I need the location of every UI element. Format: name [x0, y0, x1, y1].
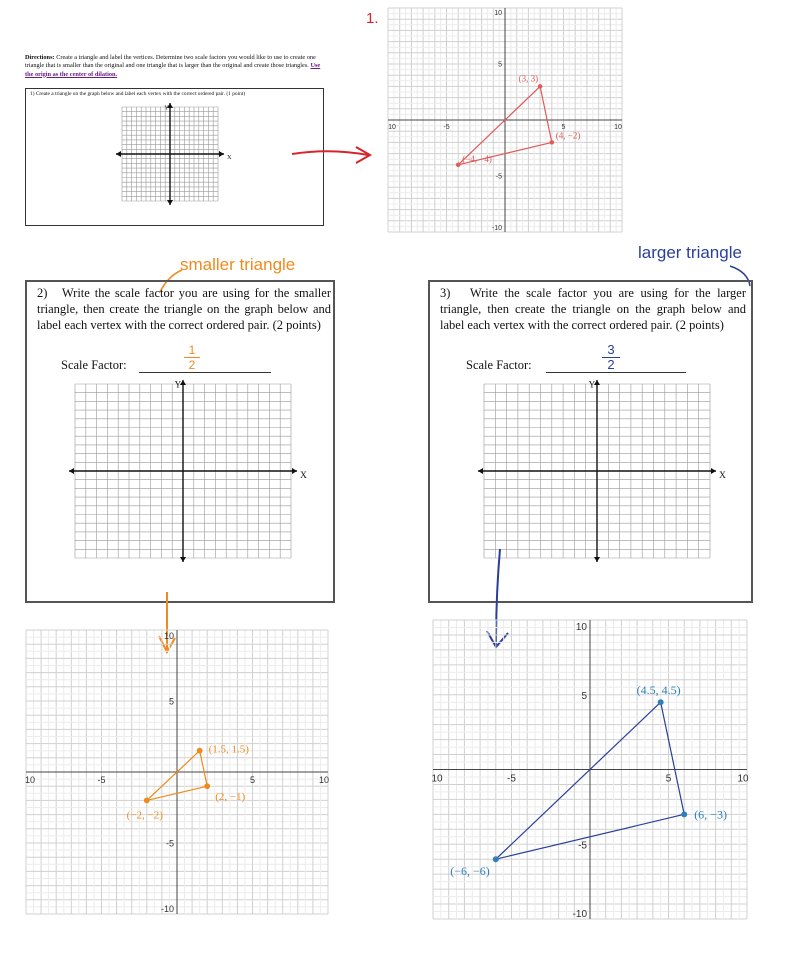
- vertex-point: [204, 783, 210, 789]
- question-3-body: Write the scale factor you are using for the larger triangle, then create the triangle on the graph below and label each vertex with the correct ordered pair. (2 points): [440, 286, 746, 332]
- vertex-label: (−2, −2): [126, 809, 163, 822]
- y-axis-letter: Y: [174, 379, 182, 390]
- x-axis-letter: X: [227, 153, 232, 161]
- vertex-point: [456, 163, 461, 168]
- x-tick-label: -5: [97, 775, 106, 785]
- vertex-label: (4.5, 4.5): [636, 683, 681, 698]
- question-2-scale-factor-line: [139, 372, 271, 373]
- vertex-label: (−6, −6): [450, 864, 490, 879]
- x-tick-label: -5: [443, 124, 450, 131]
- x-tick-label: 10: [388, 124, 396, 131]
- vertex-label: (1.5, 1.5): [208, 743, 249, 756]
- x-tick-label: 10: [24, 775, 36, 785]
- question-2-scale-factor-label: Scale Factor:: [61, 358, 127, 372]
- vertex-label: (2, −1): [215, 791, 246, 804]
- x-tick-label: 10: [737, 773, 749, 785]
- question-3-text: [440, 286, 746, 333]
- question-1-text: 1) Create a triangle on the graph below and label each vertex with the correct ordered pair. (1 point): [30, 91, 246, 97]
- vertex-label: (3, 3): [518, 73, 539, 84]
- sf-numerator: 3: [607, 342, 615, 357]
- question-3-scale-factor-line: [546, 372, 686, 373]
- question-1-blank-grid: [114, 101, 234, 217]
- question-2-box: [25, 280, 335, 603]
- vertex-point: [681, 811, 687, 817]
- larger-triangle-annotation: larger triangle: [638, 243, 742, 262]
- vertex-point: [550, 140, 555, 145]
- vertex-label: (−4, −4): [462, 153, 492, 164]
- y-axis-letter: Y: [164, 105, 169, 112]
- graph-1-original-triangle: [380, 0, 630, 240]
- smaller-triangle-annotation: smaller triangle: [180, 255, 296, 274]
- directions-text: [25, 54, 325, 79]
- x-tick-label: 5: [665, 773, 672, 785]
- question-3-scale-factor-label: Scale Factor:: [466, 358, 532, 372]
- graph-3-larger-triangle: [425, 612, 755, 927]
- y-tick-label: -10: [160, 904, 174, 914]
- y-tick-label: 10: [575, 622, 587, 633]
- question-3-number: 3): [440, 286, 451, 300]
- y-tick-label: -5: [165, 838, 174, 849]
- vertex-point: [493, 856, 499, 862]
- question-3-box: [428, 280, 753, 603]
- question-2-body: Write the scale factor you are using for the smaller triangle, then create the triangle on the graph below and label each vertex with the correct ordered pair. (2 points): [37, 286, 331, 332]
- y-tick-label: 5: [581, 690, 587, 702]
- x-tick-label: -5: [507, 773, 516, 785]
- directions-lead: Directions:: [25, 54, 55, 61]
- question-2-number: 2): [37, 286, 48, 300]
- x-tick-label: 10: [318, 775, 330, 785]
- vertex-point: [144, 798, 150, 804]
- y-tick-label: 10: [163, 631, 174, 641]
- y-tick-label: 10: [494, 10, 502, 17]
- y-tick-label: -5: [495, 173, 502, 181]
- red-arrow: [290, 140, 380, 170]
- directions-emphasis: Use the origin as the center of dilation.: [25, 62, 321, 78]
- vertex-point: [538, 84, 543, 89]
- y-tick-label: -10: [491, 225, 502, 232]
- x-axis-letter: X: [719, 470, 726, 482]
- vertex-label: (6, −3): [694, 807, 727, 822]
- vertex-label: (4, −2): [555, 130, 581, 141]
- y-tick-label: 5: [168, 696, 174, 707]
- vertex-point: [197, 748, 203, 754]
- y-tick-label: 5: [498, 61, 502, 69]
- sf-denominator: 2: [607, 357, 615, 372]
- question-3-scale-factor-value: [600, 344, 622, 371]
- question-2-blank-grid: [67, 378, 317, 578]
- y-tick-label: -10: [572, 909, 587, 920]
- y-axis-letter: Y: [588, 379, 596, 390]
- graph-2-smaller-triangle: [18, 622, 336, 922]
- directions-body: Create a triangle and label the vertices. Determine two scale factors you would like to use to create one triangle that is smaller than the original and one triangle that is larger than the original and create those triangles.: [25, 54, 316, 70]
- question-2-scale-factor-value: [182, 344, 202, 371]
- question-1-number: 1.: [366, 10, 379, 27]
- sf-denominator: 2: [188, 358, 196, 372]
- vertex-point: [658, 699, 664, 705]
- x-tick-label: 5: [249, 775, 256, 785]
- x-tick-label: 10: [614, 124, 622, 131]
- x-tick-label: 10: [431, 773, 443, 785]
- question-1-box: [25, 88, 324, 226]
- x-tick-label: 5: [561, 124, 566, 131]
- x-axis-letter: X: [300, 470, 307, 482]
- y-tick-label: -5: [578, 840, 587, 852]
- sf-numerator: 1: [188, 343, 196, 357]
- question-2-text: [37, 286, 331, 333]
